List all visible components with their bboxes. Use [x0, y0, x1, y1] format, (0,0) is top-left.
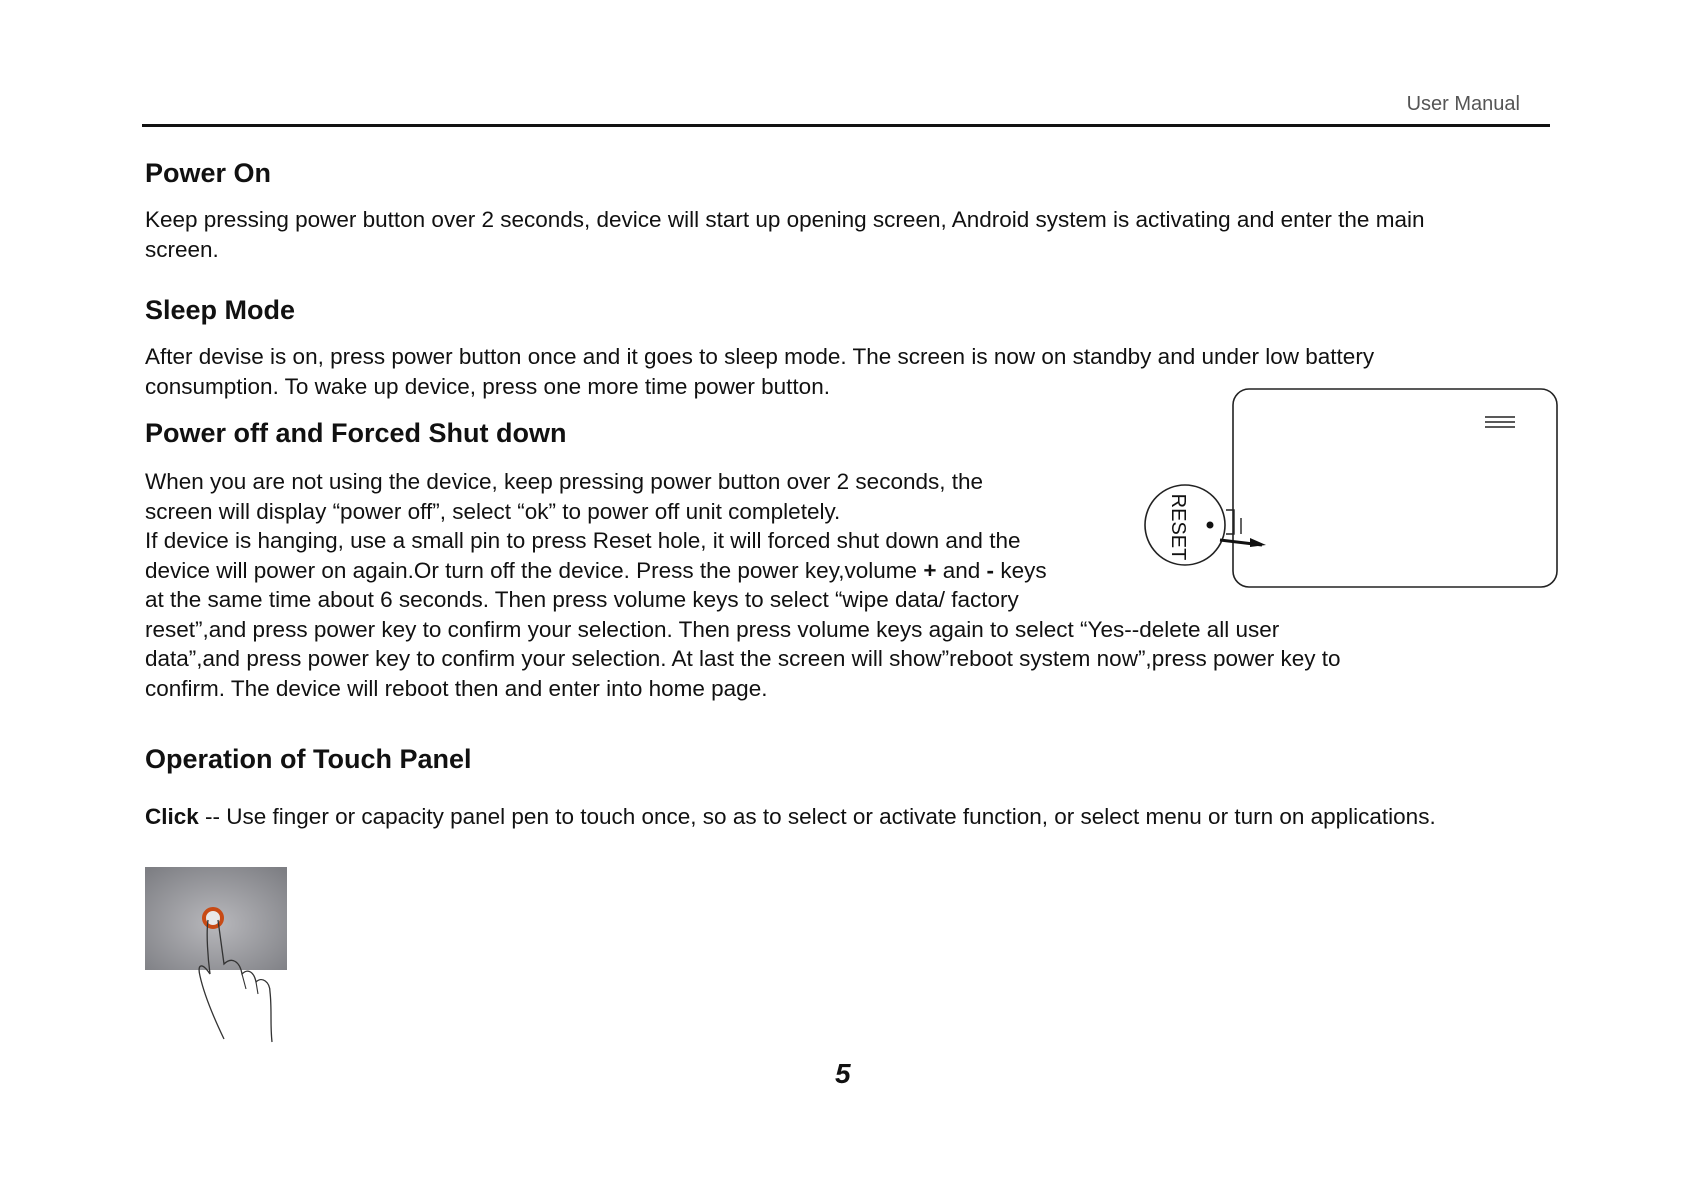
power-on-heading: Power On: [145, 158, 272, 188]
minus-symbol: -: [986, 557, 995, 583]
pin-tip: [1250, 538, 1266, 547]
reset-diagram: [1140, 380, 1560, 600]
power-on-text: [145, 205, 1565, 264]
text-line: screen.: [145, 236, 219, 262]
touch-panel-heading: Operation of Touch Panel: [145, 744, 472, 774]
text-line: reset”,and press power key to confirm your selection. Then press volume keys again to select “Yes--delete all user: [145, 616, 1280, 642]
text-fragment: keys: [1000, 557, 1047, 583]
sleep-mode-heading: Sleep Mode: [145, 295, 296, 325]
menu-icon: [1485, 417, 1515, 427]
text-line: If device is hanging, use a small pin to press Reset hole, it will forced shut down and the: [145, 528, 1021, 553]
text-line: screen will display “power off”, select “ok” to power off unit completely.: [145, 498, 841, 524]
reset-hole-icon: [1207, 522, 1214, 529]
text-line: data”,and press power key to confirm your selection. At last the screen will show”reboot system now”,press power key to: [145, 646, 1341, 671]
reset-label: RESET: [1167, 493, 1189, 561]
header-title: User Manual: [1406, 93, 1520, 115]
text-fragment: and: [942, 557, 981, 583]
page-header: [142, 88, 1550, 127]
plus-symbol: +: [923, 557, 937, 583]
click-instruction: [145, 802, 1565, 832]
text-line: consumption. To wake up device, press one more time power button.: [145, 373, 830, 399]
page-number: 5: [835, 1058, 851, 1089]
text-line: [145, 802, 1565, 832]
text-line: After devise is on, press power button once and it goes to sleep mode. The screen is now on standby and under low battery: [145, 344, 1375, 369]
click-label: Click: [145, 804, 199, 829]
power-off-heading: Power off and Forced Shut down: [145, 418, 567, 448]
click-text: -- Use finger or capacity panel pen to touch once, so as to select or activate function, or select menu or turn on applications.: [198, 804, 1436, 829]
touch-illustration: [142, 864, 292, 1044]
text-line: at the same time about 6 seconds. Then press volume keys to select “wipe data/ factory: [145, 587, 1019, 612]
text-line: When you are not using the device, keep pressing power button over 2 seconds, the: [145, 469, 984, 494]
knuckle-lines: [242, 974, 258, 994]
text-line: confirm. The device will reboot then and enter into home page.: [145, 675, 768, 701]
device-outline: [1233, 389, 1557, 587]
text-line: Keep pressing power button over 2 seconds, device will start up opening screen, Android system is activating and enter the main: [145, 207, 1425, 232]
text-fragment: device will power on again.Or turn off the device. Press the power key,volume: [145, 557, 918, 583]
touch-point-icon: [204, 909, 222, 927]
